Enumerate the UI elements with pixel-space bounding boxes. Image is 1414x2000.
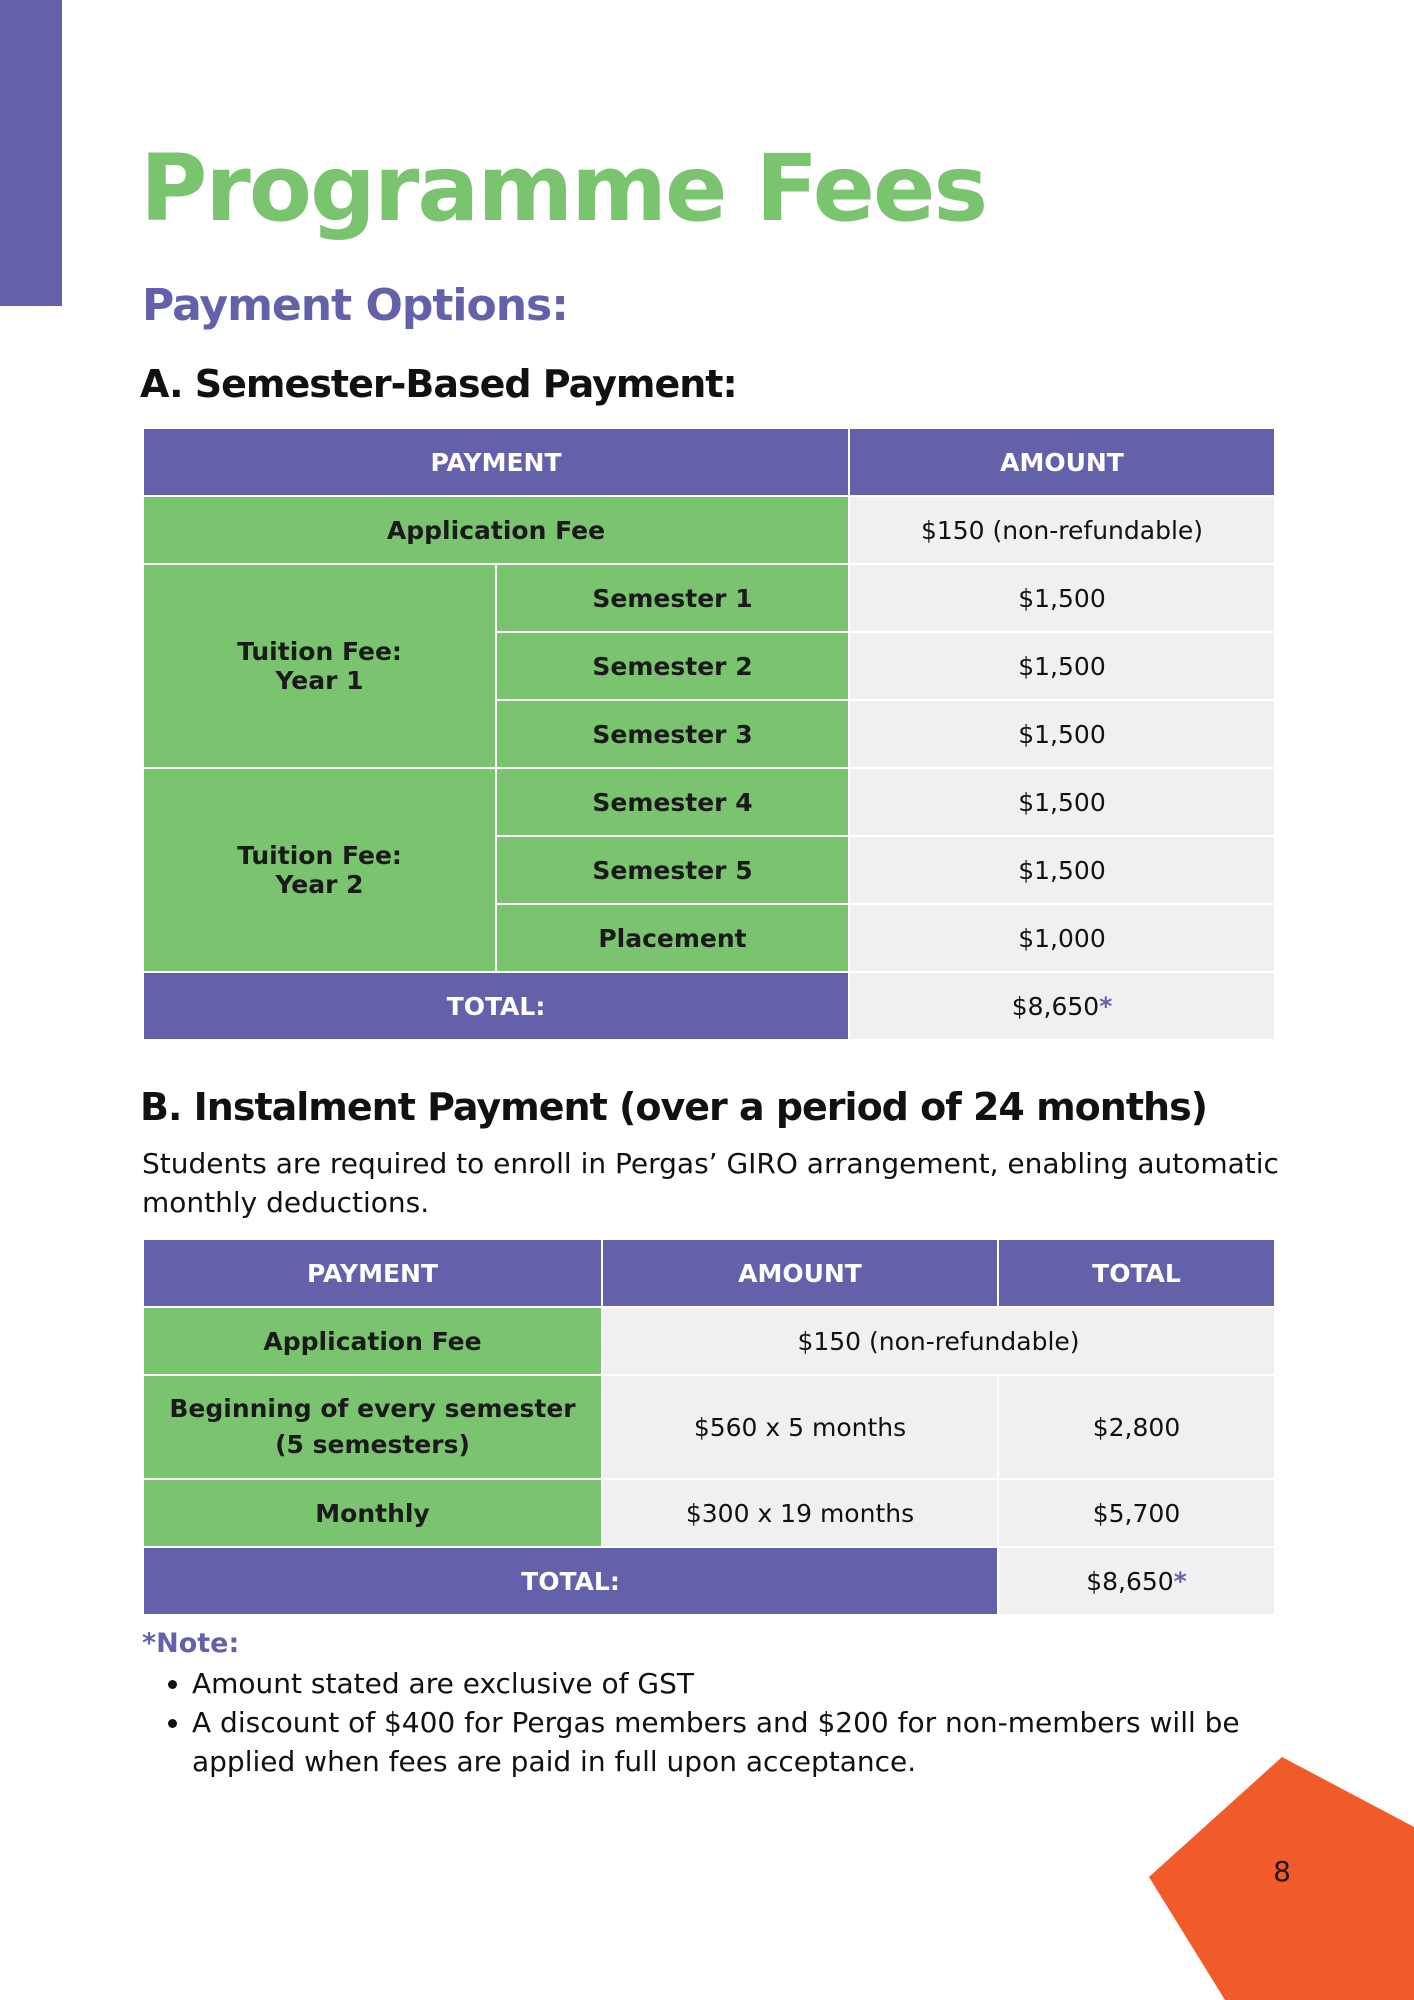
year-label: Year 1 bbox=[275, 666, 364, 695]
total-row bbox=[143, 972, 1275, 1040]
semester-amount: $1,500 bbox=[849, 632, 1275, 700]
payment-column-header: PAYMENT bbox=[143, 1239, 602, 1307]
note-item: • A discount of $400 for Pergas members and $200 for non-members will be applied when fees are paid in full upon acceptance. bbox=[192, 1703, 1332, 1781]
year-label: Year 2 bbox=[275, 870, 364, 899]
application-fee-label: Application Fee bbox=[143, 496, 849, 564]
table-row bbox=[143, 1307, 1275, 1375]
placement-label: Placement bbox=[496, 904, 849, 972]
placement-amount: $1,000 bbox=[849, 904, 1275, 972]
application-fee-amount: $150 (non-refundable) bbox=[849, 496, 1275, 564]
total-amount bbox=[998, 1547, 1275, 1615]
total-value: $8,650 bbox=[1011, 991, 1100, 1021]
monthly-label: Monthly bbox=[143, 1479, 602, 1547]
semester-instalment-amount: $560 x 5 months bbox=[602, 1375, 998, 1479]
table-row bbox=[143, 496, 1275, 564]
semester-amount: $1,500 bbox=[849, 768, 1275, 836]
semester-amount: $1,500 bbox=[849, 564, 1275, 632]
semester-label: Semester 3 bbox=[496, 700, 849, 768]
semester-label: Semester 4 bbox=[496, 768, 849, 836]
semester-label: Semester 5 bbox=[496, 836, 849, 904]
semester-instalment-line2: (5 semesters) bbox=[275, 1430, 470, 1459]
semester-label: Semester 1 bbox=[496, 564, 849, 632]
note-item: • Amount stated are exclusive of GST bbox=[192, 1664, 1332, 1703]
total-column-header: TOTAL bbox=[998, 1239, 1275, 1307]
note-label: *Note: bbox=[142, 1628, 240, 1659]
tuition-year1-label bbox=[143, 564, 496, 768]
table-header-row bbox=[143, 428, 1275, 496]
semester-instalment-label bbox=[143, 1375, 602, 1479]
footnote-star: * bbox=[1099, 991, 1113, 1021]
amount-column-header: AMOUNT bbox=[849, 428, 1275, 496]
monthly-amount: $300 x 19 months bbox=[602, 1479, 998, 1547]
tuition-label: Tuition Fee: bbox=[237, 841, 402, 870]
side-accent-bar bbox=[0, 0, 62, 306]
payment-column-header: PAYMENT bbox=[143, 428, 849, 496]
table-row bbox=[143, 1375, 1275, 1479]
semester-instalment-line1: Beginning of every semester bbox=[169, 1394, 576, 1423]
table-row bbox=[143, 768, 1275, 836]
payment-options-heading: Payment Options: bbox=[142, 280, 568, 331]
application-fee-label: Application Fee bbox=[143, 1307, 602, 1375]
page-number: 8 bbox=[1273, 1855, 1291, 1888]
amount-column-header: AMOUNT bbox=[602, 1239, 998, 1307]
monthly-total: $5,700 bbox=[998, 1479, 1275, 1547]
semester-instalment-total: $2,800 bbox=[998, 1375, 1275, 1479]
table-row bbox=[143, 564, 1275, 632]
section-b-heading: B. Instalment Payment (over a period of 24 months) bbox=[140, 1085, 1208, 1129]
page-title: Programme Fees bbox=[140, 135, 987, 242]
total-value: $8,650 bbox=[1086, 1566, 1174, 1596]
total-row bbox=[143, 1547, 1275, 1615]
tuition-label: Tuition Fee: bbox=[237, 637, 402, 666]
giro-intro-text: Students are required to enroll in Pergas’ GIRO arrangement, enabling automatic monthly deductions. bbox=[142, 1147, 1279, 1219]
footnote-star: * bbox=[1173, 1566, 1187, 1596]
total-label: TOTAL: bbox=[143, 1547, 998, 1615]
table-row bbox=[143, 1479, 1275, 1547]
total-label: TOTAL: bbox=[143, 972, 849, 1040]
section-a-heading: A. Semester-Based Payment: bbox=[140, 362, 737, 406]
table-header-row bbox=[143, 1239, 1275, 1307]
semester-amount: $1,500 bbox=[849, 836, 1275, 904]
semester-payment-table bbox=[142, 427, 1276, 1041]
semester-label: Semester 2 bbox=[496, 632, 849, 700]
tuition-year2-label bbox=[143, 768, 496, 972]
application-fee-amount: $150 (non-refundable) bbox=[602, 1307, 1275, 1375]
semester-amount: $1,500 bbox=[849, 700, 1275, 768]
total-amount bbox=[849, 972, 1275, 1040]
instalment-payment-table bbox=[142, 1238, 1276, 1616]
